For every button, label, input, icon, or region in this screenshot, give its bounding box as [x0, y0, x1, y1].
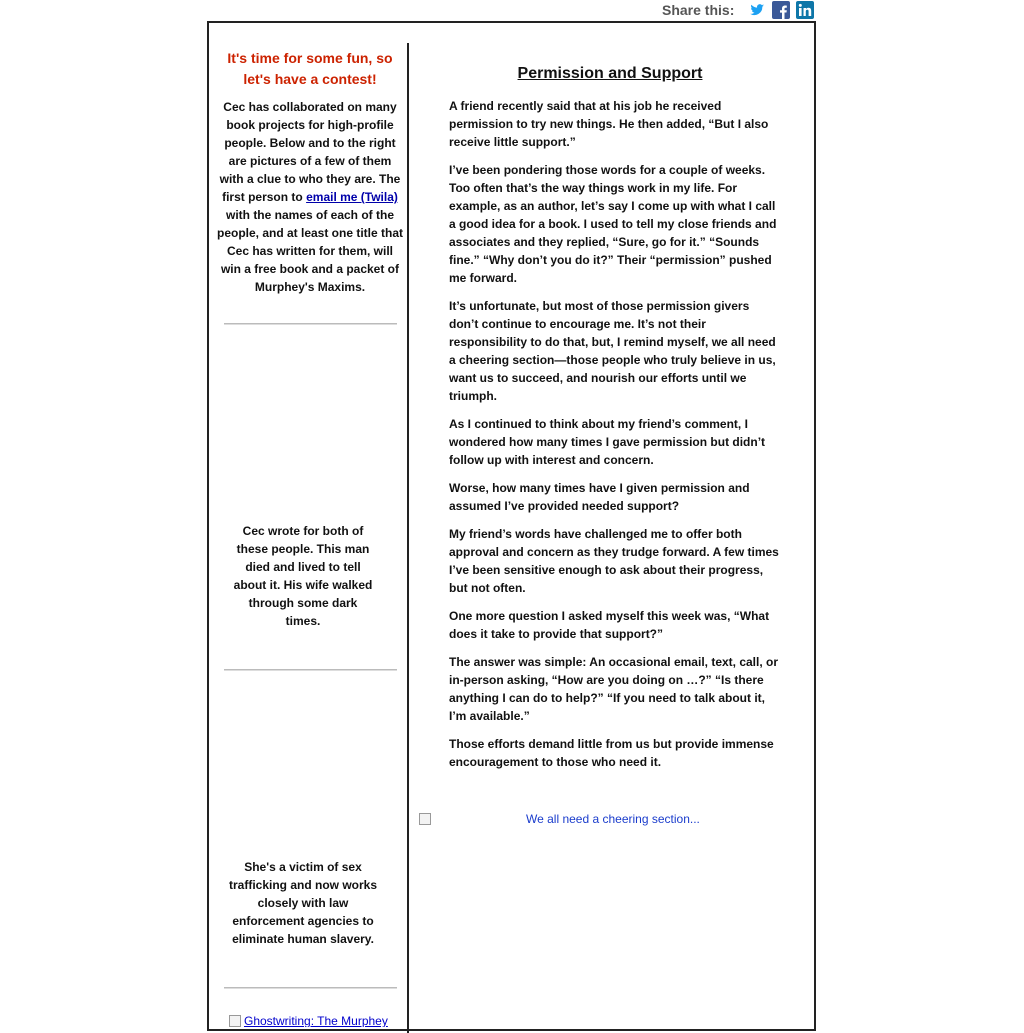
contest-text-before: Cec has collaborated on many book projects for high-profile people. Below and to the right are pictures of a few of them with a clue to who they are. The first person to [219, 100, 401, 204]
sidebar-separator [224, 669, 397, 671]
article-paragraph: A friend recently said that at his job he received permission to try new things. He then added, “But I also receive little support.” [449, 99, 769, 149]
article-paragraph: It’s unfortunate, but most of those permission givers don’t continue to encourage me. It’s not their responsibility to do that, but, I remind myself, we all need a cheering section—those people who truly believe in us, want us to succeed, and nourish our efforts until we triumph. [449, 299, 776, 403]
article-paragraph: Those efforts demand little from us but provide immense encouragement to those who need it. [449, 737, 774, 769]
cheering-section-image-alt: We all need a cheering section... [526, 812, 700, 826]
contest-text [216, 98, 404, 296]
sidebar [216, 48, 404, 296]
linkedin-icon[interactable] [796, 1, 814, 19]
share-label: Share this: [662, 2, 735, 18]
sidebar-separator [224, 987, 397, 989]
article-paragraph: One more question I asked myself this week was, “What does it take to provide that support?” [449, 609, 770, 641]
article-title: Permission and Support [517, 65, 703, 82]
share-bar [662, 0, 820, 20]
email-link[interactable]: email me (Twila) [306, 190, 398, 204]
article-paragraph: As I continued to think about my friend’s comment, I wondered how many times I gave permission but didn’t follow up with interest and concern. [449, 417, 766, 467]
sidebar-separator [224, 323, 397, 325]
broken-image-icon [229, 1015, 241, 1027]
cheering-section-image-link[interactable] [419, 811, 719, 827]
article-paragraph: Worse, how many times have I given permission and assumed I’ve provided needed support? [449, 481, 750, 513]
article-paragraph: I’ve been pondering those words for a couple of weeks. Too often that’s the way things work in my life. For example, as an author, let’s say I come up with what I call a good idea for a book. I used to tell my close friends and associates and they replied, “Sure, go for it.” “Sounds fine.” “Why don’t you do it?” Their “permission” pushed me forward. [449, 163, 777, 285]
sidebar-caption-2: She's a victim of sex trafficking and now works closely with law enforcement agencies to eliminate human slavery. [228, 860, 378, 946]
article [449, 64, 779, 781]
ghostwriting-image-alt: Ghostwriting: The Murphey [244, 1015, 388, 1027]
facebook-icon[interactable] [772, 1, 790, 19]
contest-title: It's time for some fun, so let's have a contest! [227, 50, 393, 87]
broken-image-icon [419, 813, 431, 825]
column-divider [407, 43, 409, 1033]
twitter-icon[interactable] [748, 1, 766, 19]
contest-text-after: with the names of each of the people, and at least one title that Cec has written for them, will win a free book and a packet of Murphey's Maxims. [216, 208, 404, 294]
ghostwriting-image-link[interactable] [229, 1015, 399, 1027]
article-paragraph: The answer was simple: An occasional email, text, call, or in-person asking, “How are you doing on …?” “Is there anything I can do to help?” “If you need to talk about it, I’m available.” [449, 655, 779, 723]
article-paragraph: My friend’s words have challenged me to offer both approval and concern as they trudge forward. A few times I’ve been sensitive enough to ask about their progress, but not often. [449, 527, 779, 595]
sidebar-caption-1: Cec wrote for both of these people. This man died and lived to tell about it. His wife walked through some dark times. [233, 524, 373, 628]
